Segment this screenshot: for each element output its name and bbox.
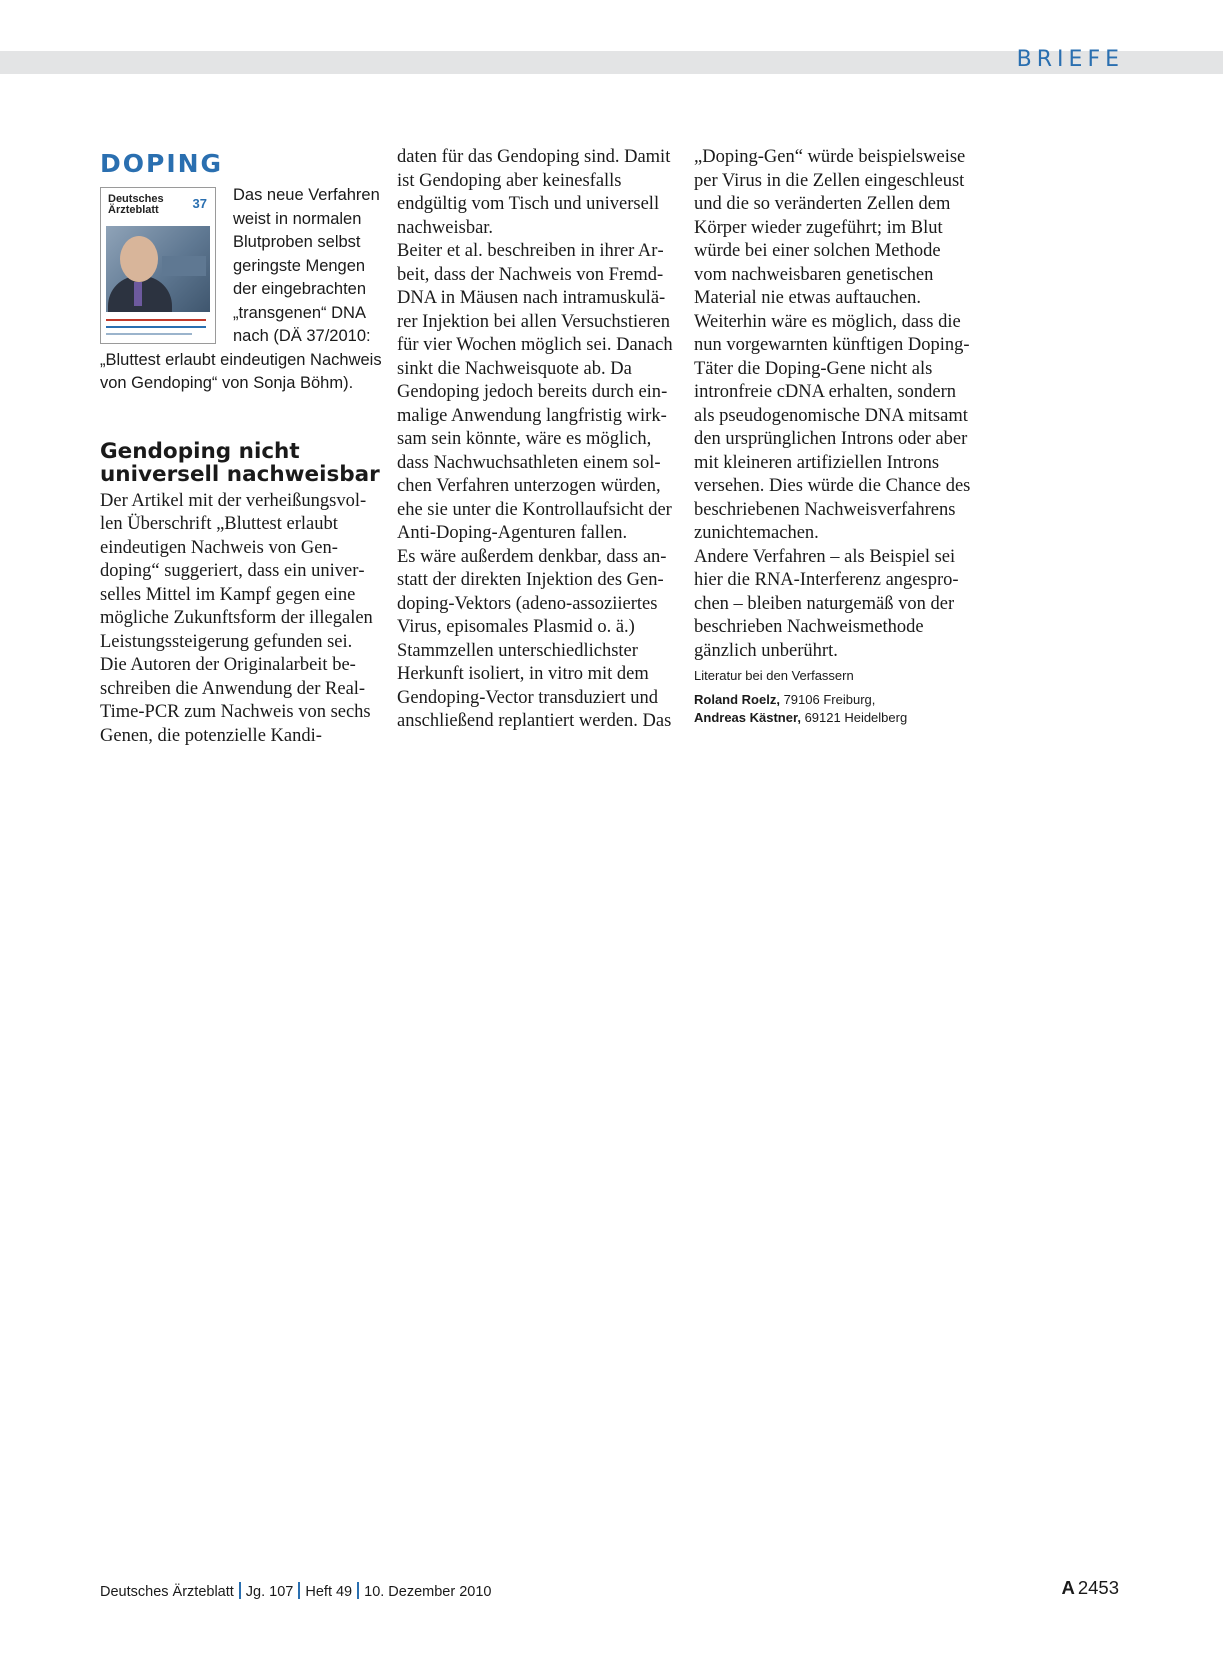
column-3 bbox=[694, 147, 976, 727]
cover-caption-bar bbox=[162, 256, 206, 276]
cover-issue-number: 37 bbox=[192, 196, 207, 211]
footer-separator bbox=[298, 1582, 300, 1599]
page-prefix: A bbox=[1061, 1577, 1075, 1598]
author-place: 69121 Heidelberg bbox=[804, 710, 908, 725]
cover-stripe bbox=[106, 326, 206, 328]
column-2 bbox=[397, 147, 679, 734]
footer-date: 10. Dezember 2010 bbox=[364, 1584, 492, 1600]
body-text-col1: Der Artikel mit der verheißungsvollen Überschrift „Bluttest erlaubt eindeutigen Nachweis von Gendoping“ suggeriert, dass ein universelles Mittel im Kampf gegen eine mögliche Zukunftsform der illegalen Leistungssteigerung gefunden sei. Die Autoren der Originalarbeit beschreiben die Anwendung der Real-Time-PCR zum Nachweis von sechs Genen, die potenzielle Kandi- bbox=[100, 490, 373, 746]
author-line bbox=[694, 691, 976, 709]
cover-title: Deutsches Ärzteblatt bbox=[108, 193, 164, 216]
page-number-value: 2453 bbox=[1077, 1577, 1119, 1598]
column-1 bbox=[100, 150, 382, 748]
footer bbox=[100, 1582, 491, 1600]
magazine-cover-thumbnail bbox=[100, 187, 216, 344]
letter-headline: Gendoping nicht universell nachweisbar bbox=[100, 438, 380, 487]
cover-stripe bbox=[106, 333, 192, 335]
reference-text: Das neue Verfahren weist in normalen Blutproben selbst geringste Mengen der eingebrachten „transgenen“ DNA nach (DÄ 37/2010: „Bluttest erlaubt eindeutigen Nachweis von Gendoping“ von Sonja Böhm). bbox=[100, 186, 382, 392]
reference-block bbox=[100, 184, 382, 396]
author-place: 79106 Freiburg, bbox=[783, 692, 876, 707]
author-line bbox=[694, 709, 976, 727]
page-number bbox=[1061, 1577, 1119, 1599]
kicker: DOPING bbox=[100, 149, 224, 178]
footer-volume: Jg. 107 bbox=[245, 1584, 294, 1600]
cover-person-tie bbox=[134, 282, 142, 306]
footer-issue: Heft 49 bbox=[305, 1584, 353, 1600]
footer-separator bbox=[357, 1582, 359, 1599]
cover-photo bbox=[106, 226, 210, 312]
body-text-col2: daten für das Gendoping sind. Damit ist Gendoping aber keinesfalls endgültig vom Tisch und universell nachweisbar. Beiter et al. beschreiben in ihrer Arbeit, dass der Nachweis von Fremd-DNA in Mäusen nach intramuskulärer Injektion bei allen Versuchstieren für vier Wochen möglich sei. Danach sinkt die Nachweisquote ab. Da Gendoping jedoch bereits durch einmalige Anwendung langfristig wirksam sein könnte, wäre es möglich, dass Nachwuchsathleten einem solchen Verfahren unterzogen würden, ehe sie unter die Kontrollaufsicht der Anti-Doping-Agenturen fallen. Es wäre außerdem denkbar, dass anstatt der direkten Injektion des Gendoping-Vektors (adeno-assoziiertes Virus, episomales Plasmid o. ä.) Stammzellen unterschiedlichster Herkunft isoliert, in vitro mit dem Gendoping-Vector transduziert und anschließend replantiert werden. Das bbox=[397, 147, 673, 731]
footer-journal: Deutsches Ärzteblatt bbox=[100, 1584, 234, 1600]
body-text-col3: „Doping-Gen“ würde beispielsweise per Virus in die Zellen eingeschleust und die so veränderten Zellen dem Körper wieder zugeführt; im Blut würde bei einer solchen Methode vom nachweisbaren genetischen Material nie etwas auftauchen. Weiterhin wäre es möglich, dass die nun vorgewarnten künftigen Doping-Täter die Doping-Gene nicht als intronfreie cDNA erhalten, sondern als pseudogenomische DNA mitsamt den ursprünglichen Introns oder aber mit kleineren artifiziellen Introns versehen. Dies würde die Chance des beschriebenen Nachweisverfahrens zunichtemachen. Andere Verfahren – als Beispiel sei hier die RNA-Interferenz angesprochen – bleiben naturgemäß von der beschrieben Nachweismethode gänzlich unberührt. bbox=[694, 147, 971, 661]
footer-separator bbox=[239, 1582, 241, 1599]
author-name: Andreas Kästner, bbox=[694, 710, 801, 725]
cover-person-head bbox=[120, 236, 158, 282]
section-label: BRIEFE bbox=[1016, 47, 1124, 72]
cover-stripe bbox=[106, 319, 206, 321]
author-name: Roland Roelz, bbox=[694, 692, 780, 707]
literature-note: Literatur bei den Verfassern bbox=[694, 668, 854, 683]
